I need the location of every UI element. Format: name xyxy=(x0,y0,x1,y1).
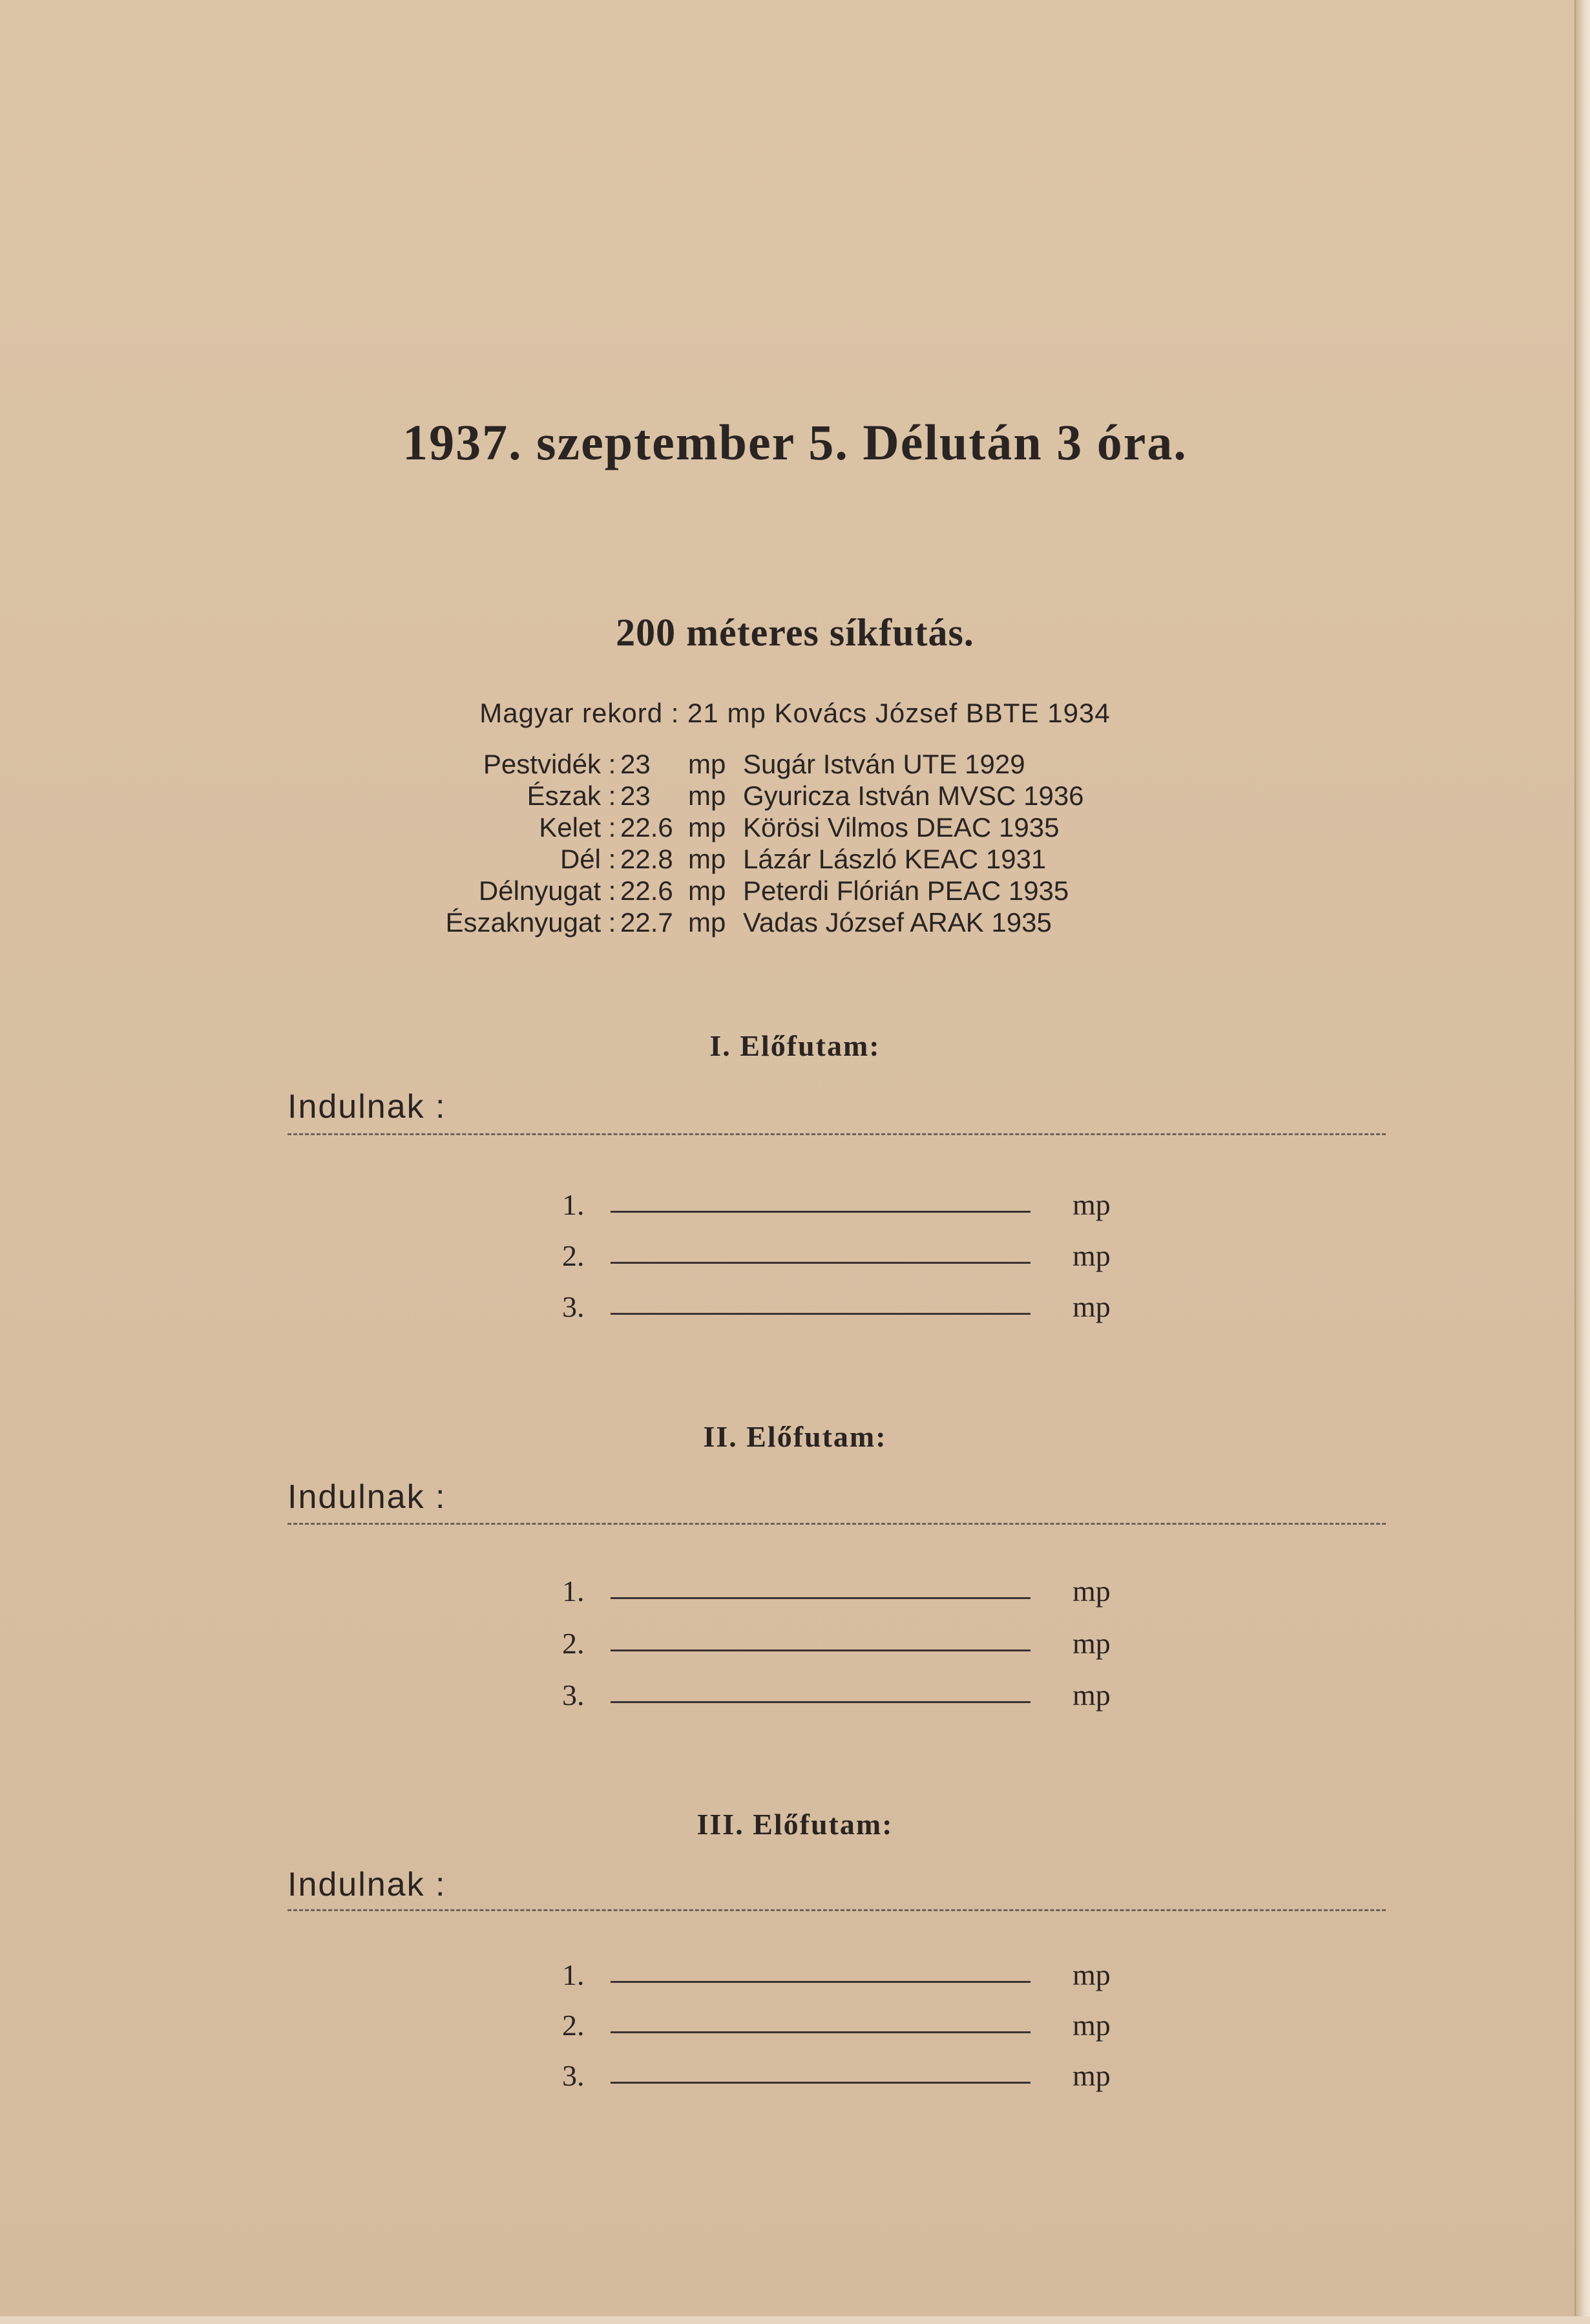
starters-label: Indulnak : xyxy=(288,1866,446,1903)
place-row xyxy=(562,1678,1144,1717)
event-title: 200 méteres síkfutás. xyxy=(616,611,974,654)
regional-record-row xyxy=(362,875,1240,906)
heat-title: III. Előfutam: xyxy=(696,1808,894,1841)
place-unit: mp xyxy=(1072,1679,1111,1712)
record-athlete: Lázár László KEAC 1931 xyxy=(743,844,1047,874)
place-unit: mp xyxy=(1072,1958,1111,1991)
record-time: 22.6 xyxy=(620,875,673,906)
record-athlete: Gyuricza István MVSC 1936 xyxy=(743,780,1084,811)
place-number: 1. xyxy=(562,1188,585,1221)
regional-record-row xyxy=(362,748,1240,780)
place-row xyxy=(562,1239,1144,1277)
region-name: Észak xyxy=(527,780,601,811)
place-row xyxy=(562,1290,1144,1328)
place-unit: mp xyxy=(1072,2059,1111,2092)
place-unit: mp xyxy=(1072,1627,1111,1660)
place-number: 1. xyxy=(562,1575,585,1607)
starters-entry-line[interactable] xyxy=(288,1133,1386,1135)
heat-title: I. Előfutam: xyxy=(709,1029,881,1062)
record-time: 23 xyxy=(620,749,651,779)
colon: : xyxy=(601,812,616,843)
record-athlete: Sugár István UTE 1929 xyxy=(743,749,1025,779)
record-unit: mp xyxy=(688,844,726,874)
record-athlete: Peterdi Flórián PEAC 1935 xyxy=(743,875,1069,906)
place-entry-line[interactable] xyxy=(611,1701,1030,1703)
starters-entry-line[interactable] xyxy=(288,1523,1386,1525)
place-number: 1. xyxy=(562,1958,585,1991)
place-entry-line[interactable] xyxy=(611,1649,1030,1651)
place-entry-line[interactable] xyxy=(611,1597,1030,1599)
place-row xyxy=(562,2058,1144,2097)
colon: : xyxy=(601,875,616,906)
regional-record-row xyxy=(362,906,1240,938)
place-unit: mp xyxy=(1072,2009,1111,2042)
colon: : xyxy=(601,780,616,811)
page-title: 1937. szeptember 5. Délután 3 óra. xyxy=(403,414,1187,470)
record-time: 22.8 xyxy=(620,844,673,874)
region-name: Kelet xyxy=(539,812,601,843)
record-unit: mp xyxy=(688,780,726,811)
page-edge-bottom xyxy=(0,2316,1590,2324)
place-unit: mp xyxy=(1072,1188,1111,1221)
place-entry-line[interactable] xyxy=(611,1313,1030,1315)
place-entry-line[interactable] xyxy=(611,1981,1030,1983)
record-unit: mp xyxy=(688,812,726,843)
record-time: 22.6 xyxy=(620,812,673,843)
colon: : xyxy=(601,907,616,937)
region-name: Pestvidék xyxy=(483,749,601,779)
place-entry-line[interactable] xyxy=(611,1211,1030,1213)
regional-record-row xyxy=(362,780,1240,811)
starters-label: Indulnak : xyxy=(288,1088,446,1125)
place-entry-line[interactable] xyxy=(611,2031,1030,2033)
region-name: Dél xyxy=(560,844,601,874)
place-entry-line[interactable] xyxy=(611,2082,1030,2084)
regional-records xyxy=(362,748,1240,938)
place-number: 3. xyxy=(562,1679,585,1712)
place-number: 2. xyxy=(562,2009,585,2042)
place-row xyxy=(562,1958,1144,1996)
starters-label: Indulnak : xyxy=(288,1478,446,1516)
record-time: 22.7 xyxy=(620,907,673,937)
place-number: 2. xyxy=(562,1627,585,1660)
place-unit: mp xyxy=(1072,1575,1111,1607)
page-edge xyxy=(1574,0,1590,2324)
place-row xyxy=(562,2008,1144,2047)
place-entry-line[interactable] xyxy=(611,1262,1030,1264)
region-name: Délnyugat xyxy=(478,875,601,906)
place-row xyxy=(562,1188,1144,1226)
starters-entry-line[interactable] xyxy=(288,1909,1386,1911)
record-athlete: Vadas József ARAK 1935 xyxy=(743,907,1052,937)
national-record: Magyar rekord : 21 mp Kovács József BBTE 1934 xyxy=(479,698,1111,728)
record-unit: mp xyxy=(688,907,726,937)
record-time: 23 xyxy=(620,780,651,811)
regional-record-row xyxy=(362,843,1240,875)
record-athlete: Körösi Vilmos DEAC 1935 xyxy=(743,812,1060,843)
record-unit: mp xyxy=(688,749,726,779)
place-number: 3. xyxy=(562,2059,585,2092)
colon: : xyxy=(601,844,616,874)
colon: : xyxy=(601,749,616,779)
place-number: 3. xyxy=(562,1290,585,1323)
place-unit: mp xyxy=(1072,1290,1111,1323)
record-unit: mp xyxy=(688,875,726,906)
place-row xyxy=(562,1626,1144,1665)
place-row xyxy=(562,1574,1144,1613)
place-number: 2. xyxy=(562,1239,585,1272)
region-name: Északnyugat xyxy=(445,907,601,937)
place-unit: mp xyxy=(1072,1239,1111,1272)
regional-record-row xyxy=(362,811,1240,843)
heat-title: II. Előfutam: xyxy=(703,1420,887,1453)
